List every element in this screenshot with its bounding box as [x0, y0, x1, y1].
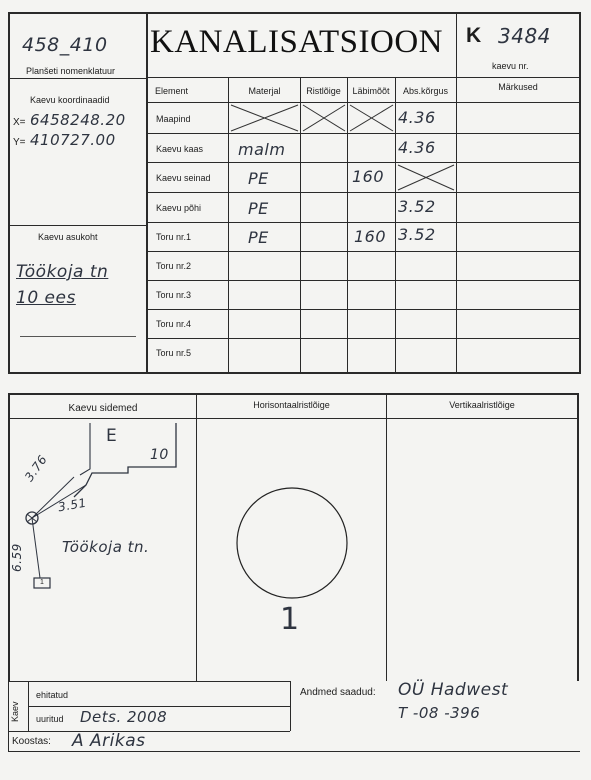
cell-seinad-materjal: PE [248, 169, 269, 188]
row-label-kaevu-seinad: Kaevu seinad [156, 173, 211, 183]
cell-toru1-abs: 3.52 [398, 225, 436, 244]
andmed-line2: T -08 -396 [398, 704, 481, 722]
coords-label: Kaevu koordinaadid [30, 95, 110, 105]
uuritud-label: uuritud [36, 714, 64, 724]
cell-toru1-labimoot: 160 [354, 227, 387, 246]
row-label-kaevu-pohi: Kaevu põhi [156, 203, 202, 213]
cross-mark-maapind-ristloige [301, 103, 347, 133]
col-header-labimoot: Läbimõõt [352, 86, 390, 96]
sketch-dim-351: 3.51 [57, 495, 88, 515]
sketch-box-label: 1 [40, 579, 44, 586]
sheet-label: Planšeti nomenklatuur [26, 66, 116, 76]
kaev-label: Kaev [10, 701, 20, 722]
sheet-number: 458_410 [22, 34, 108, 56]
sketch-street-label: Töökoja tn. [62, 538, 150, 556]
cell-pohi-materjal: PE [248, 199, 269, 218]
location-label: Kaevu asukoht [38, 232, 98, 242]
col-header-element: Element [155, 86, 189, 96]
coords-x-prefix: X= [13, 117, 26, 128]
row-label-maapind: Maapind [156, 114, 191, 124]
row-label-kaevu-kaas: Kaevu kaas [156, 144, 204, 154]
horizontal-section-mark: 1 [280, 602, 300, 637]
sketch-dim-659: 6.59 [10, 543, 24, 572]
section-header-sidemed: Kaevu sidemed [68, 403, 138, 414]
location-line2: 10 ees [16, 288, 76, 308]
well-prefix: K [466, 24, 482, 47]
sketch-dim-376: 3.76 [22, 452, 50, 485]
row-label-toru-2: Toru nr.2 [156, 261, 192, 271]
koostas-value: A Arikas [72, 731, 146, 751]
andmed-line1: OÜ Hadwest [398, 680, 509, 700]
col-header-abs: Abs.kõrgus [402, 86, 449, 96]
cell-toru1-materjal: PE [248, 228, 269, 247]
cross-mark-maapind-labimoot [348, 103, 395, 133]
page-title: KANALISATSIOON [150, 24, 443, 60]
col-header-materjal: Materjal [248, 86, 281, 96]
uuritud-value: Dets. 2008 [80, 708, 168, 726]
section-header-horisontaal: Horisontaalristlõige [253, 400, 330, 410]
andmed-label: Andmed saadud: [300, 687, 376, 698]
cell-kaas-abs: 4.36 [398, 138, 436, 157]
cell-maapind-abs: 4.36 [398, 108, 436, 127]
section-header-vertikaal: Vertikaalristlõige [449, 400, 515, 410]
sketch-dim-10: 10 [150, 447, 169, 463]
horizontal-section-circle [197, 419, 386, 681]
ehitatud-label: ehitatud [36, 690, 69, 700]
row-label-toru-1: Toru nr.1 [156, 232, 192, 242]
coords-y-prefix: Y= [13, 137, 26, 148]
cell-kaas-materjal: malm [238, 140, 286, 159]
koostas-label: Koostas: [12, 736, 51, 747]
col-header-markused: Märkused [498, 82, 538, 92]
cell-pohi-abs: 3.52 [398, 197, 436, 216]
col-header-ristloige: Ristlõige [306, 86, 341, 96]
well-label: kaevu nr. [492, 61, 529, 71]
row-label-toru-3: Toru nr.3 [156, 290, 192, 300]
location-line1: Töökoja tn [16, 262, 109, 282]
cell-seinad-labimoot: 160 [352, 167, 385, 186]
cross-mark-seinad-abs [396, 163, 456, 192]
well-number: 3484 [498, 24, 551, 48]
coords-x-value: 6458248.20 [30, 111, 126, 129]
coords-y-value: 410727.00 [30, 131, 116, 149]
row-label-toru-4: Toru nr.4 [156, 319, 192, 329]
row-label-toru-5: Toru nr.5 [156, 348, 192, 358]
sketch-label-e: E [106, 426, 118, 446]
cross-mark-maapind-materjal [229, 103, 300, 133]
